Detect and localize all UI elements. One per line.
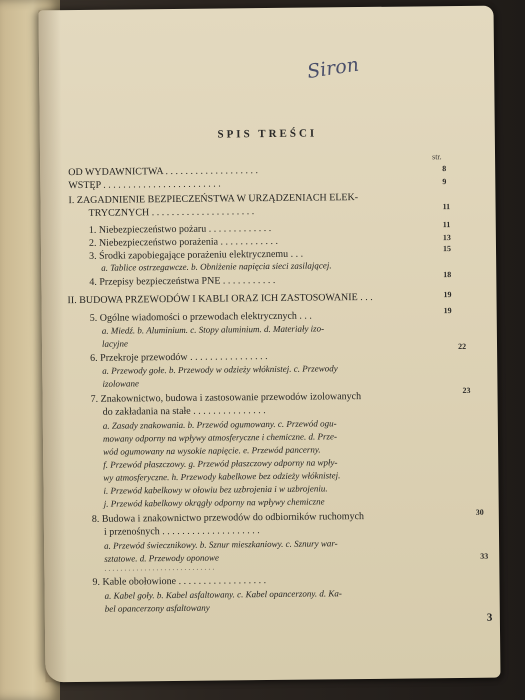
toc-page-number: 15 (442, 244, 452, 254)
toc-subentry: a. Zasady znakowania. b. Przewód ogumowany. c. Przewód ogu- (102, 418, 337, 431)
toc-chapter: II. BUDOWA PRZEWODÓW I KABLI ORAZ ICH ZASTOSOWANIE . . . (67, 291, 373, 307)
page-number: 3 (486, 611, 493, 624)
toc-subentry: j. Przewód kabelkowy okrągły odporny na wpływy chemiczne (103, 496, 325, 509)
book-page (38, 6, 500, 683)
toc-subentry: wód ogumowany na wysokie napięcie. e. Przewód pancerny. (103, 444, 321, 457)
toc-subentry: i. Przewód kabelkowy w ołowiu bez uzbrojenia i w uzbrojeniu. (103, 483, 328, 496)
toc-entry: 8. Budowa i znakownictwo przewodów do odbiorników ruchomych (91, 511, 365, 525)
toc-subentry: f. Przewód płaszczowy. g. Przewód płaszczowy odporny na wpły- (103, 457, 338, 470)
toc-page-number: 19 (443, 306, 452, 316)
toc-entry: 1. Niebezpieczeństwo pożaru . . . . . . . . . . . . . (88, 222, 272, 236)
toc-page-number: 8 (442, 164, 447, 174)
toc-entry: 2. Niebezpieczeństwo porażenia . . . . . . . . . . . . (88, 235, 279, 249)
toc-entry: 3. Środki zapobiegające porażeniu elektrycznemu . . . (89, 248, 304, 262)
toc-page-number: 30 (475, 507, 484, 517)
toc-subentry: sztatowe. d. Przewody oponowe (104, 552, 220, 564)
toc-page-number: 33 (480, 551, 489, 561)
toc-page-number: 22 (457, 341, 467, 352)
toc-subentry: wy atmosferyczne. h. Przewody kabelkowe bez odzieży włóknistej. (103, 470, 341, 483)
toc-subentry: bel opancerzony asfaltowany (104, 602, 210, 614)
toc-chapter: TRYCZNYCH . . . . . . . . . . . . . . . . . . . . . (88, 206, 255, 219)
toc-dot-leader: . . . . . . . . . . . . . . . . . . . . . . . . . . . . (104, 562, 215, 573)
toc-page-number: 11 (442, 220, 451, 230)
toc-page-number: 19 (443, 290, 452, 300)
toc-subentry: a. Tablice ostrzegawcze. b. Obniżenie napięcia sieci zasilającej. (101, 260, 332, 273)
toc-entry: OD WYDAWNICTWA . . . . . . . . . . . . . . . . . . . (68, 165, 259, 179)
toc-entry: 7. Znakownictwo, budowa i zastosowanie przewodów izolowanych (90, 391, 362, 405)
toc-entry: do zakładania na stałe . . . . . . . . . . . . . . . (102, 405, 266, 418)
toc-page-number: 18 (443, 270, 452, 280)
toc-entry: 9. Kable obołowione . . . . . . . . . . . . . . . . . . (92, 575, 267, 588)
toc-subentry: izolowane (102, 378, 139, 389)
toc-subentry: mowany odporny na wpływy atmosferyczne i chemiczne. d. Prze- (102, 431, 337, 444)
toc-entry: WSTĘP . . . . . . . . . . . . . . . . . . . . . . . . (68, 178, 221, 192)
toc-entry: 4. Przepisy bezpieczeństwa PNE . . . . . . . . . . . (89, 274, 276, 288)
toc-entry: 5. Ogólne wiadomości o przewodach elektrycznych . . . (89, 310, 312, 324)
toc-subentry: a. Przewód świecznikowy. b. Sznur mieszkaniowy. c. Sznury war- (104, 538, 338, 551)
toc-subentry: a. Kabel goły. b. Kabel asfaltowany. c. Kabel opancerzony. d. Ka- (104, 588, 342, 601)
toc-page-number: 11 (442, 202, 451, 212)
toc-entry: 6. Przekroje przewodów . . . . . . . . . . . . . . . . (90, 351, 268, 364)
toc-page-number: 13 (442, 233, 451, 243)
toc-chapter: I. ZAGADNIENIE BEZPIECZEŃSTWA W URZĄDZENIACH ELEK- (68, 192, 359, 207)
toc-subentry: a. Miedź. b. Aluminium. c. Stopy aluminium. d. Materiały izo- (101, 323, 325, 336)
toc-page-number: 23 (462, 385, 471, 395)
toc-subentry: lacyjne (101, 338, 129, 349)
page-title: SPIS TREŚCI (217, 127, 318, 141)
handwritten-signature: Siron (305, 53, 361, 84)
toc-subentry: a. Przewody gołe. b. Przewody w odzieży włóknistej. c. Przewody (102, 363, 338, 376)
toc-entry: i przenośnych . . . . . . . . . . . . . . . . . . . . (103, 525, 260, 538)
page-column-label: str. (432, 152, 442, 162)
toc-page-number: 9 (442, 177, 447, 187)
